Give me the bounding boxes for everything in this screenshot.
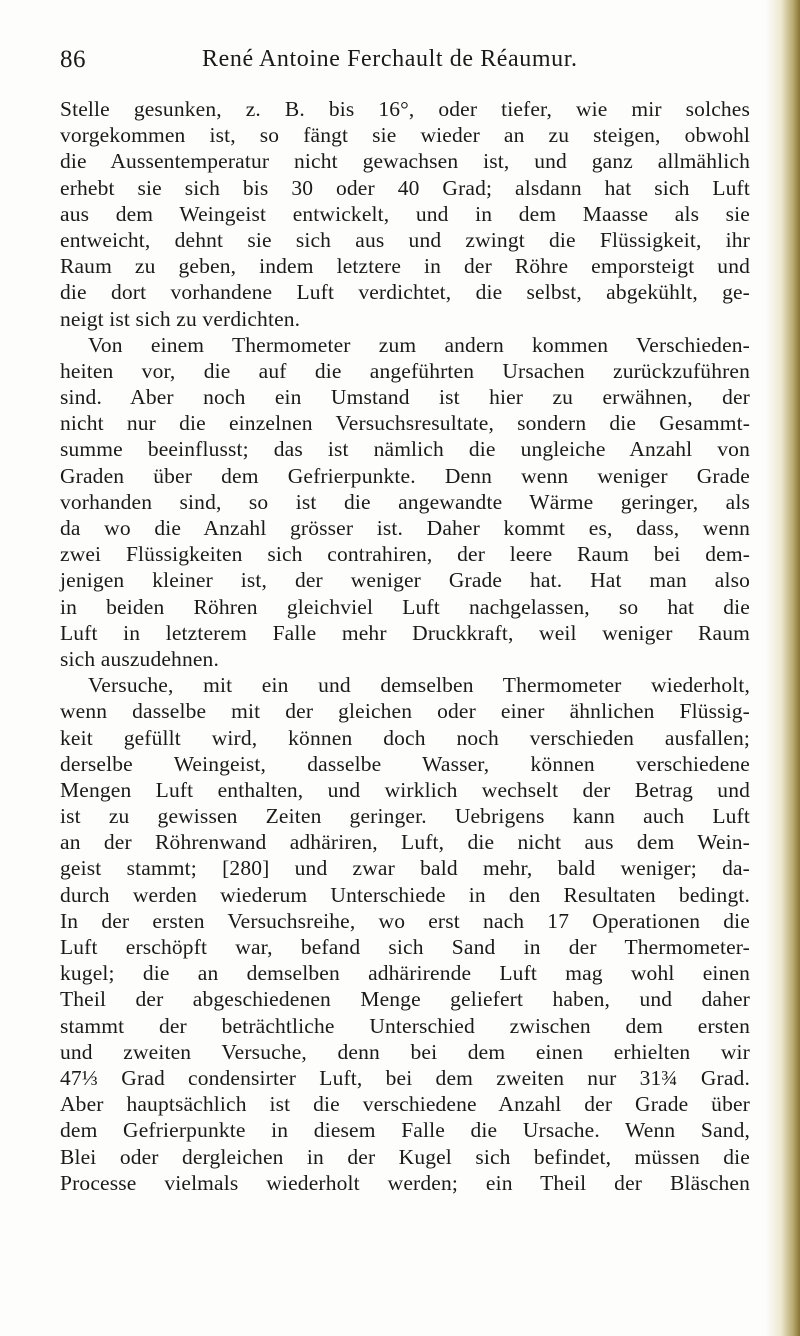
text-line: die Aussentemperatur nicht gewachsen ist, und ganz allmählich (60, 149, 750, 174)
text-line: wenn dasselbe mit der gleichen oder einer ähnlichen Flüssig- (60, 699, 750, 724)
text-line: Luft in letzterem Falle mehr Druckkraft, weil weniger Raum (60, 620, 750, 645)
text-line: die dort vorhandene Luft verdichtet, die selbst, abgekühlt, ge- (60, 280, 750, 305)
text-line: nicht nur die einzelnen Versuchsresultate, sondern die Gesammt- (60, 411, 750, 436)
text-line: vorgekommen ist, so fängt sie wieder an zu steigen, obwohl (60, 123, 750, 148)
text-line: sich auszudehnen. (60, 646, 219, 671)
text-line: vorhanden sind, so ist die angewandte Wärme geringer, als (60, 489, 750, 514)
text-line: zwei Flüssigkeiten sich contrahiren, der leere Raum bei dem- (60, 542, 750, 567)
text-line: in beiden Röhren gleichviel Luft nachgelassen, so hat die (60, 594, 750, 619)
page-edge-shadow (766, 0, 800, 1336)
text-line: da wo die Anzahl grösser ist. Daher kommt es, dass, wenn (60, 516, 750, 540)
text-line: keit gefüllt wird, können doch noch verschieden ausfallen; (60, 725, 750, 750)
text-line: entweicht, dehnt sie sich aus und zwingt die Flüssigkeit, ihr (60, 227, 750, 252)
text-line: Aber hauptsächlich ist die verschiedene Anzahl der Grade über (60, 1092, 750, 1117)
text-line: Processe vielmals wiederholt werden; ein Theil der Bläschen (60, 1170, 750, 1195)
text-line: stammt der beträchtliche Unterschied zwischen dem ersten (60, 1013, 750, 1038)
text-line: dem Gefrierpunkte in diesem Falle die Ursache. Wenn Sand, (60, 1118, 750, 1143)
text-line: Theil der abgeschiedenen Menge geliefert haben, und daher (60, 987, 750, 1012)
text-line: Mengen Luft enthalten, und wirklich wechselt der Betrag und (60, 777, 750, 802)
text-line: Raum zu geben, indem letztere in der Röhre emporsteigt und (60, 254, 750, 279)
text-line: jenigen kleiner ist, der weniger Grade hat. Hat man also (60, 568, 750, 593)
text-line: durch werden wiederum Unterschiede in den Resultaten bedingt. (60, 882, 750, 907)
text-line: summe beeinflusst; das ist nämlich die ungleiche Anzahl von (60, 437, 750, 462)
text-line: aus dem Weingeist entwickelt, und in dem Maasse als sie (60, 201, 750, 226)
text-line: Graden über dem Gefrierpunkte. Denn wenn weniger Grade (60, 463, 750, 488)
page-header (60, 42, 750, 86)
text-line: kugel; die an demselben adhärirende Luft mag wohl einen (60, 961, 750, 986)
text-line: an der Röhrenwand adhäriren, Luft, die nicht aus dem Wein- (60, 830, 750, 855)
text-line: Stelle gesunken, z. B. bis 16°, oder tiefer, wie mir solches (60, 97, 750, 121)
body-text (60, 96, 750, 1196)
text-line: 47⅓ Grad condensirter Luft, bei dem zweiten nur 31¾ Grad. (60, 1065, 750, 1090)
text-line: In der ersten Versuchsreihe, wo erst nach 17 Operationen die (60, 908, 750, 933)
text-line: Versuche, mit ein und demselben Thermometer wiederholt, (88, 673, 750, 698)
text-line: Luft erschöpft war, befand sich Sand in der Thermometer- (60, 935, 750, 959)
text-line: derselbe Weingeist, dasselbe Wasser, können verschiedene (60, 751, 750, 776)
text-line: Von einem Thermometer zum andern kommen Verschieden- (88, 332, 750, 357)
text-line: und zweiten Versuche, denn bei dem einen erhielten wir (60, 1039, 750, 1064)
text-line: erhebt sie sich bis 30 oder 40 Grad; alsdann hat sich Luft (60, 175, 750, 200)
text-line: geist stammt; [280] und zwar bald mehr, bald weniger; da- (60, 856, 750, 881)
running-head: René Antoine Ferchault de Réaumur. (202, 46, 578, 72)
text-line: neigt ist sich zu verdichten. (60, 306, 301, 331)
text-line: ist zu gewissen Zeiten geringer. Uebrigens kann auch Luft (60, 804, 750, 829)
text-line: sind. Aber noch ein Umstand ist hier zu erwähnen, der (60, 385, 750, 410)
text-line: heiten vor, die auf die angeführten Ursachen zurückzuführen (60, 358, 750, 383)
page-number: 86 (60, 46, 86, 73)
text-line: Blei oder dergleichen in der Kugel sich befindet, müssen die (60, 1144, 750, 1169)
